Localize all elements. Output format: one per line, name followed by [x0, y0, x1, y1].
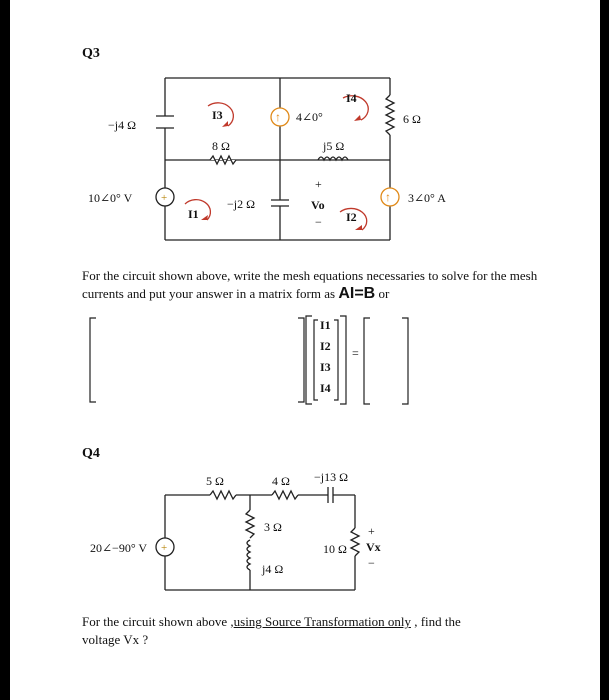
- q4-title: Q4: [82, 446, 100, 461]
- q3-question-line2: currents and put your answer in a matrix form as: [82, 286, 336, 301]
- cap13-label: −j13 Ω: [314, 470, 349, 484]
- q4-question-line1: [82, 614, 461, 630]
- q3-question-equation: AI=B: [338, 285, 376, 302]
- r6-label: 6 Ω: [403, 112, 421, 126]
- q4-question-underlined: using Source Transformation only: [233, 614, 411, 629]
- arrow-up-icon: ↑: [275, 110, 281, 124]
- mesh1-label: I1: [188, 207, 199, 221]
- mesh4-label: I4: [346, 91, 357, 105]
- q3-title: Q3: [82, 46, 100, 61]
- q4-question-pre: For the circuit shown above ,: [82, 614, 234, 629]
- vo-minus: −: [315, 215, 322, 229]
- vsrc-label: 10∠0° V: [88, 191, 133, 205]
- cap-mid-label: −j2 Ω: [227, 197, 256, 211]
- q3-question-line1: For the circuit shown above, write the mesh equations necessaries to solve for the mesh: [82, 268, 538, 283]
- ind4-label: j4 Ω: [262, 562, 284, 576]
- vx-label: Vx: [366, 540, 381, 554]
- mesh2-label: I2: [346, 210, 357, 224]
- current-src-top-label: 4∠0°: [296, 110, 323, 124]
- q3-question-or: or: [378, 286, 390, 301]
- q4-question-line2: voltage Vx ?: [82, 632, 149, 647]
- vo-label: Vo: [311, 198, 325, 212]
- vector-entry-i1: I1: [320, 318, 331, 332]
- ind5-label: j5 Ω: [323, 139, 345, 153]
- r10-label: 10 Ω: [323, 542, 347, 556]
- vx-plus: +: [368, 524, 375, 538]
- r8-label: 8 Ω: [212, 139, 230, 153]
- r5-label: 5 Ω: [206, 474, 224, 488]
- vector-entry-i2: I2: [320, 339, 331, 353]
- vo-plus: +: [315, 177, 322, 191]
- q4-vsrc-plus-sign: +: [161, 542, 168, 554]
- matrix-equals-sign: =: [352, 346, 359, 360]
- q4-question-post: , find the: [410, 614, 461, 629]
- vsrc-plus-sign: +: [161, 192, 168, 204]
- mesh3-label: I3: [212, 108, 223, 122]
- current-src-right-label: 3∠0° A: [408, 191, 446, 205]
- q4-vsrc-label: 20∠−90° V: [90, 541, 148, 555]
- vector-entry-i3: I3: [320, 360, 331, 374]
- r4-label: 4 Ω: [272, 474, 290, 488]
- cap-left-label: −j4 Ω: [108, 118, 137, 132]
- r3-label: 3 Ω: [264, 520, 282, 534]
- document-sheet: [10, 0, 600, 700]
- vector-entry-i4: I4: [320, 381, 331, 395]
- vx-minus: −: [368, 556, 375, 570]
- q4-circuit: [10, 0, 600, 620]
- arrow-up-icon: ↑: [385, 190, 391, 204]
